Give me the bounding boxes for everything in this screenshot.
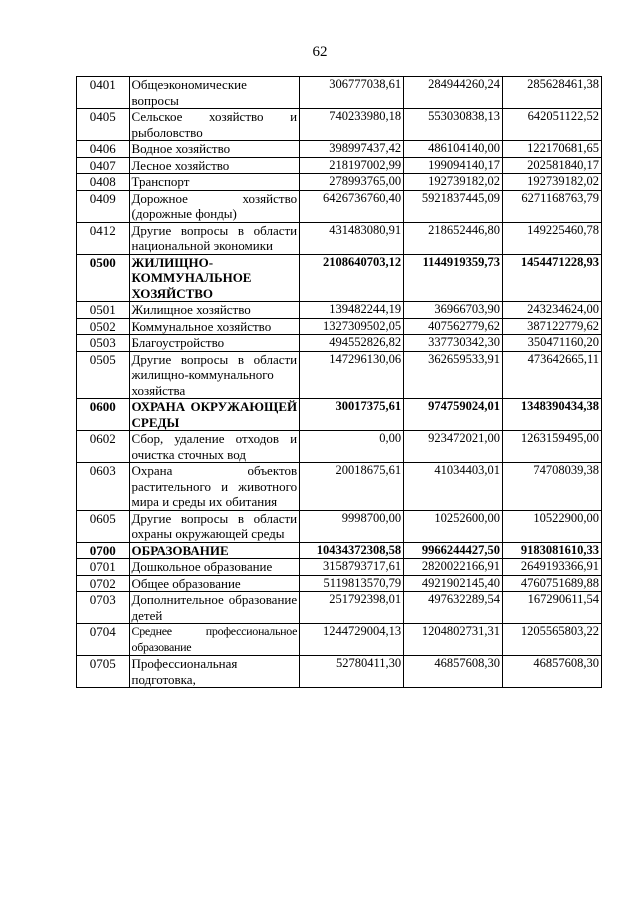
section-name: Общее образование (129, 575, 300, 592)
amount-year-1: 9998700,00 (300, 510, 404, 542)
amount-year-3: 2649193366,91 (503, 559, 602, 576)
amount-year-3: 6271168763,79 (503, 190, 602, 222)
section-code: 0703 (77, 592, 130, 624)
table-row (77, 222, 602, 254)
amount-year-2: 36966703,90 (404, 302, 503, 319)
amount-year-3: 473642665,11 (503, 351, 602, 399)
amount-year-3: 243234624,00 (503, 302, 602, 319)
amount-year-3: 1348390434,38 (503, 399, 602, 431)
amount-year-2: 1144919359,73 (404, 254, 503, 302)
amount-year-2: 974759024,01 (404, 399, 503, 431)
amount-year-1: 10434372308,58 (300, 542, 404, 559)
amount-year-1: 306777038,61 (300, 77, 404, 109)
budget-table (76, 76, 602, 688)
table-row (77, 656, 602, 688)
section-code: 0500 (77, 254, 130, 302)
section-code: 0701 (77, 559, 130, 576)
amount-year-2: 218652446,80 (404, 222, 503, 254)
section-code: 0602 (77, 431, 130, 463)
amount-year-2: 337730342,30 (404, 335, 503, 352)
amount-year-3: 1205565803,22 (503, 624, 602, 656)
section-code: 0406 (77, 141, 130, 158)
amount-year-3: 9183081610,33 (503, 542, 602, 559)
table-row (77, 77, 602, 109)
amount-year-2: 41034403,01 (404, 463, 503, 511)
section-name: Другие вопросы в области охраны окружающей среды (129, 510, 300, 542)
amount-year-2: 407562779,62 (404, 318, 503, 335)
amount-year-1: 52780411,30 (300, 656, 404, 688)
section-code: 0412 (77, 222, 130, 254)
amount-year-2: 486104140,00 (404, 141, 503, 158)
table-row (77, 575, 602, 592)
amount-year-1: 431483080,91 (300, 222, 404, 254)
section-name: Сельское хозяйство и рыболовство (129, 109, 300, 141)
table-row (77, 109, 602, 141)
amount-year-1: 5119813570,79 (300, 575, 404, 592)
section-name: Транспорт (129, 174, 300, 191)
amount-year-2: 4921902145,40 (404, 575, 503, 592)
section-code: 0603 (77, 463, 130, 511)
amount-year-3: 350471160,20 (503, 335, 602, 352)
section-code: 0700 (77, 542, 130, 559)
section-name: Охрана объектов растительного и животного мира и среды их обитания (129, 463, 300, 511)
amount-year-2: 553030838,13 (404, 109, 503, 141)
section-name: Лесное хозяйство (129, 157, 300, 174)
amount-year-1: 147296130,06 (300, 351, 404, 399)
section-code: 0505 (77, 351, 130, 399)
amount-year-1: 0,00 (300, 431, 404, 463)
section-code: 0600 (77, 399, 130, 431)
amount-year-1: 740233980,18 (300, 109, 404, 141)
page-number: 62 (312, 44, 328, 60)
amount-year-3: 149225460,78 (503, 222, 602, 254)
section-name: Жилищное хозяйство (129, 302, 300, 319)
amount-year-2: 362659533,91 (404, 351, 503, 399)
amount-year-3: 1263159495,00 (503, 431, 602, 463)
table-row (77, 431, 602, 463)
table-row (77, 141, 602, 158)
amount-year-2: 923472021,00 (404, 431, 503, 463)
amount-year-3: 46857608,30 (503, 656, 602, 688)
amount-year-3: 285628461,38 (503, 77, 602, 109)
section-name: Водное хозяйство (129, 141, 300, 158)
amount-year-2: 1204802731,31 (404, 624, 503, 656)
section-code: 0407 (77, 157, 130, 174)
amount-year-1: 251792398,01 (300, 592, 404, 624)
amount-year-2: 5921837445,09 (404, 190, 503, 222)
section-name: Общеэкономические вопросы (129, 77, 300, 109)
amount-year-2: 192739182,02 (404, 174, 503, 191)
amount-year-3: 74708039,38 (503, 463, 602, 511)
section-code: 0605 (77, 510, 130, 542)
table-row (77, 302, 602, 319)
amount-year-3: 1454471228,93 (503, 254, 602, 302)
amount-year-1: 1327309502,05 (300, 318, 404, 335)
section-name: ЖИЛИЩНО-КОММУНАЛЬНОЕ ХОЗЯЙСТВО (129, 254, 300, 302)
amount-year-1: 398997437,42 (300, 141, 404, 158)
budget-table-body (77, 77, 602, 688)
amount-year-3: 387122779,62 (503, 318, 602, 335)
amount-year-1: 2108640703,12 (300, 254, 404, 302)
amount-year-3: 642051122,52 (503, 109, 602, 141)
table-row (77, 157, 602, 174)
amount-year-1: 139482244,19 (300, 302, 404, 319)
amount-year-1: 30017375,61 (300, 399, 404, 431)
section-name: Профессиональная подготовка, (129, 656, 300, 688)
table-row (77, 351, 602, 399)
amount-year-2: 199094140,17 (404, 157, 503, 174)
amount-year-2: 497632289,54 (404, 592, 503, 624)
amount-year-1: 218197002,99 (300, 157, 404, 174)
table-row (77, 592, 602, 624)
amount-year-3: 122170681,65 (503, 141, 602, 158)
section-name: Коммунальное хозяйство (129, 318, 300, 335)
amount-year-2: 284944260,24 (404, 77, 503, 109)
section-name: Дорожное хозяйство (дорожные фонды) (129, 190, 300, 222)
section-code: 0704 (77, 624, 130, 656)
section-name: Дополнительное образование детей (129, 592, 300, 624)
table-row (77, 190, 602, 222)
table-row-section (77, 399, 602, 431)
table-row (77, 624, 602, 656)
amount-year-1: 278993765,00 (300, 174, 404, 191)
table-row (77, 318, 602, 335)
amount-year-2: 46857608,30 (404, 656, 503, 688)
section-name: Среднее профессиональное образование (129, 624, 300, 656)
section-code: 0401 (77, 77, 130, 109)
section-name: Благоустройство (129, 335, 300, 352)
section-code: 0409 (77, 190, 130, 222)
amount-year-3: 10522900,00 (503, 510, 602, 542)
section-name: Сбор, удаление отходов и очистка сточных вод (129, 431, 300, 463)
amount-year-3: 4760751689,88 (503, 575, 602, 592)
table-row (77, 510, 602, 542)
section-name: ОХРАНА ОКРУЖАЮЩЕЙ СРЕДЫ (129, 399, 300, 431)
amount-year-1: 1244729004,13 (300, 624, 404, 656)
section-name: Другие вопросы в области национальной экономики (129, 222, 300, 254)
table-row (77, 463, 602, 511)
table-row (77, 174, 602, 191)
amount-year-3: 167290611,54 (503, 592, 602, 624)
section-code: 0405 (77, 109, 130, 141)
table-row-section (77, 254, 602, 302)
section-code: 0501 (77, 302, 130, 319)
amount-year-2: 9966244427,50 (404, 542, 503, 559)
amount-year-3: 192739182,02 (503, 174, 602, 191)
section-name: ОБРАЗОВАНИЕ (129, 542, 300, 559)
section-name: Дошкольное образование (129, 559, 300, 576)
section-code: 0705 (77, 656, 130, 688)
table-row (77, 559, 602, 576)
amount-year-2: 10252600,00 (404, 510, 503, 542)
section-code: 0408 (77, 174, 130, 191)
amount-year-1: 6426736760,40 (300, 190, 404, 222)
table-row (77, 335, 602, 352)
amount-year-1: 20018675,61 (300, 463, 404, 511)
amount-year-1: 494552826,82 (300, 335, 404, 352)
section-code: 0502 (77, 318, 130, 335)
section-name: Другие вопросы в области жилищно-коммунального хозяйства (129, 351, 300, 399)
amount-year-3: 202581840,17 (503, 157, 602, 174)
section-code: 0503 (77, 335, 130, 352)
table-row-section (77, 542, 602, 559)
amount-year-2: 2820022166,91 (404, 559, 503, 576)
section-code: 0702 (77, 575, 130, 592)
amount-year-1: 3158793717,61 (300, 559, 404, 576)
